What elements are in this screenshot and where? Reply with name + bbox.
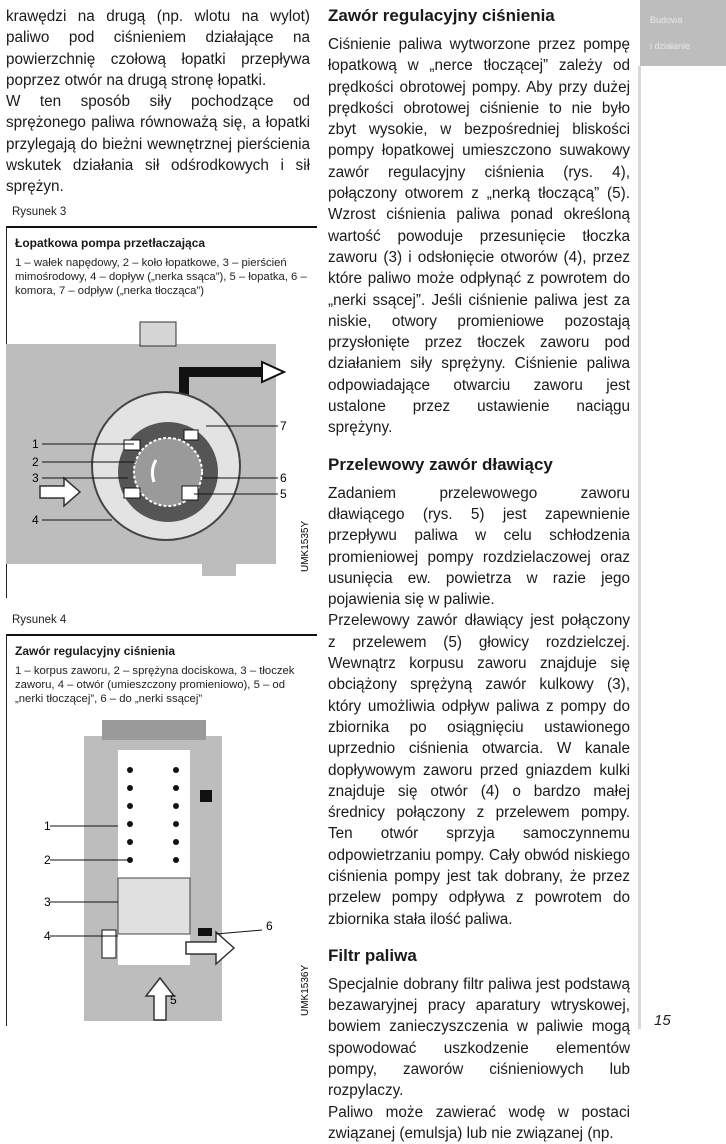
callout-1: 1 <box>32 437 39 451</box>
pump-top-port <box>140 322 176 346</box>
radial-hole <box>198 928 212 936</box>
valve-cap <box>102 720 206 740</box>
vane-2 <box>184 430 198 440</box>
figure4-description: 1 – korpus zaworu, 2 – sprężyna dociskowa, 3 – tłoczek zaworu, 4 – otwór (umieszczony promieniowo), 5 – od „nerki tłoczącej”, 6 – do „nerki ssącej” <box>15 665 295 706</box>
figure3-label: Rysunek 3 <box>12 206 67 218</box>
callout-5: 5 <box>170 993 177 1007</box>
figure4-drawing <box>6 720 318 1025</box>
callout-3: 3 <box>32 471 39 485</box>
section-heading-fuel-filter: Filtr paliwa <box>328 945 417 965</box>
figure3-drawing <box>6 310 318 600</box>
left-column <box>6 6 310 198</box>
callout-7: 7 <box>280 419 287 433</box>
callout-2: 2 <box>44 853 51 867</box>
seal-top <box>200 790 212 802</box>
section3-paragraph-2: Paliwo może zawierać wodę w postaci związanej (emulsja) lub nie związanej (np. <box>328 1103 630 1142</box>
section1-paragraph-1: Ciśnienie paliwa wytworzone przez pompę łopatkową w „nerce tłoczącej” zależy od prędkości obrotowej pompy. Aby przy dużej prędkości obrotowej ciśnienie to nie było zbyt wysokie, w bezpośredniej bliskości pompy łopatkowej umieszczono suwakowy zawór regulacyjny ciśnienia (rys. 4), połączony otworem z „nerką tłoczącą” (5). Wzrost ciśnienia paliwa ponad określoną wartość powoduje przesunięcie tłoczka zaworu (3) i odsłonięcie otworów (4), przez które paliwo może odpłynąć z powrotem do „nerki ssącej”. Jeśli ciśnienie paliwa jest za niskie, otwory promieniowe pozostają przysłonięte przez tłoczek zaworu pod działaniem siły sprężyny. Ciśnienie paliwa odpowiadające otwarciu zaworu jest ustalone przez ustawienie naciągu sprężyny. <box>328 36 630 437</box>
callout-6: 6 <box>280 471 287 485</box>
left-paragraph-1: krawędzi na drugą (np. wlotu na wylot) paliwo pod ciśnieniem działające na powierzchnię czołową łopatki przepływa poprzez otwór na drugą stronę łopatki. <box>6 8 310 89</box>
section-heading-overflow-valve: Przelewowy zawór dławiący <box>328 454 553 474</box>
callout-4: 4 <box>44 929 51 943</box>
callout-5: 5 <box>280 487 287 501</box>
side-tab-line1: Budowa <box>650 15 683 25</box>
vane-3 <box>124 488 140 498</box>
pump-bottom-lug <box>202 550 236 576</box>
leader-line-6 <box>216 930 262 934</box>
seal-left <box>102 930 116 958</box>
figure3-title: Łopatkowa pompa przetłaczająca <box>15 236 206 250</box>
vane-1 <box>124 440 140 450</box>
left-paragraph-2: W ten sposób siły pochodzące od sprężonego paliwa równoważą się, a łopatki przylegają do bieżni wewnętrznej pierścienia wskutek działania sił odśrodkowych i sił sprężyn. <box>6 93 310 196</box>
figure4-title: Zawór regulacyjny ciśnienia <box>15 644 176 658</box>
section-heading-pressure-valve: Zawór regulacyjny ciśnienia <box>328 6 555 25</box>
section-side-tab <box>640 0 726 66</box>
vane-4 <box>182 486 198 500</box>
side-tab-line2: i działanie <box>650 41 691 51</box>
margin-bar <box>638 66 641 1029</box>
page-number: 15 <box>654 1012 671 1029</box>
section3-paragraph-1: Specjalnie dobrany filtr paliwa jest podstawą bezawaryjnej pracy aparatury wtryskowej, bowiem zanieczyszczenia w paliwie mogą spowodować uszkodzenie elementów pompy, zaworów ciśnieniowych lub rozpylaczy. <box>328 975 630 1100</box>
section2-paragraph-1: Zadaniem przelewowego zaworu dławiącego (rys. 5) jest zapewnienie przepływu paliwa w celu schłodzenia promieniowej pompy rozdzielaczowej oraz usunięcia ew. powietrza w razie jego pojawienia się w paliwie. <box>328 484 630 609</box>
callout-2: 2 <box>32 455 39 469</box>
callout-6: 6 <box>266 919 273 933</box>
callout-1: 1 <box>44 819 51 833</box>
section2-paragraph-2: Przelewowy zawór dławiący jest połączony z przelewem (5) głowicy rozdzielczej. Wewnątrz korpusu zaworu znajduje się obciążony sprężyną zawór kulkowy (3), który umożliwia odpływ paliwa z pompy do zbiornika po osiągnięciu ustawionego uprzednio ciśnienia otwarcia. W kanale dopływowym zaworu przed gniazdem kulki znajduje się otwór (4) o bardzo małej średnicy połączony z przelewem pompy. Ten otwór sprzyja samoczynnemu odpowietrzaniu pompy. Cały obwód niskiego ciśnienia pompy jest tak dobrany, że przez przelew pompy odpływa z powrotem do zbiornika stała ilość paliwa. <box>328 612 630 928</box>
figure4-code: UMK1536Y <box>300 964 311 1016</box>
callout-3: 3 <box>44 895 51 909</box>
valve-piston <box>118 878 190 934</box>
figure3-code: UMK1535Y <box>300 520 311 572</box>
figure3-description: 1 – wałek napędowy, 2 – koło łopatkowe, 3 – pierścień mimośrodowy, 4 – dopływ („nerka ssąca”), 5 – łopatka, 6 – komora, 7 – odpływ („nerka tłocząca”) <box>15 257 307 298</box>
callout-4: 4 <box>32 513 39 527</box>
figure4-label: Rysunek 4 <box>12 614 67 626</box>
right-column <box>328 6 630 1144</box>
